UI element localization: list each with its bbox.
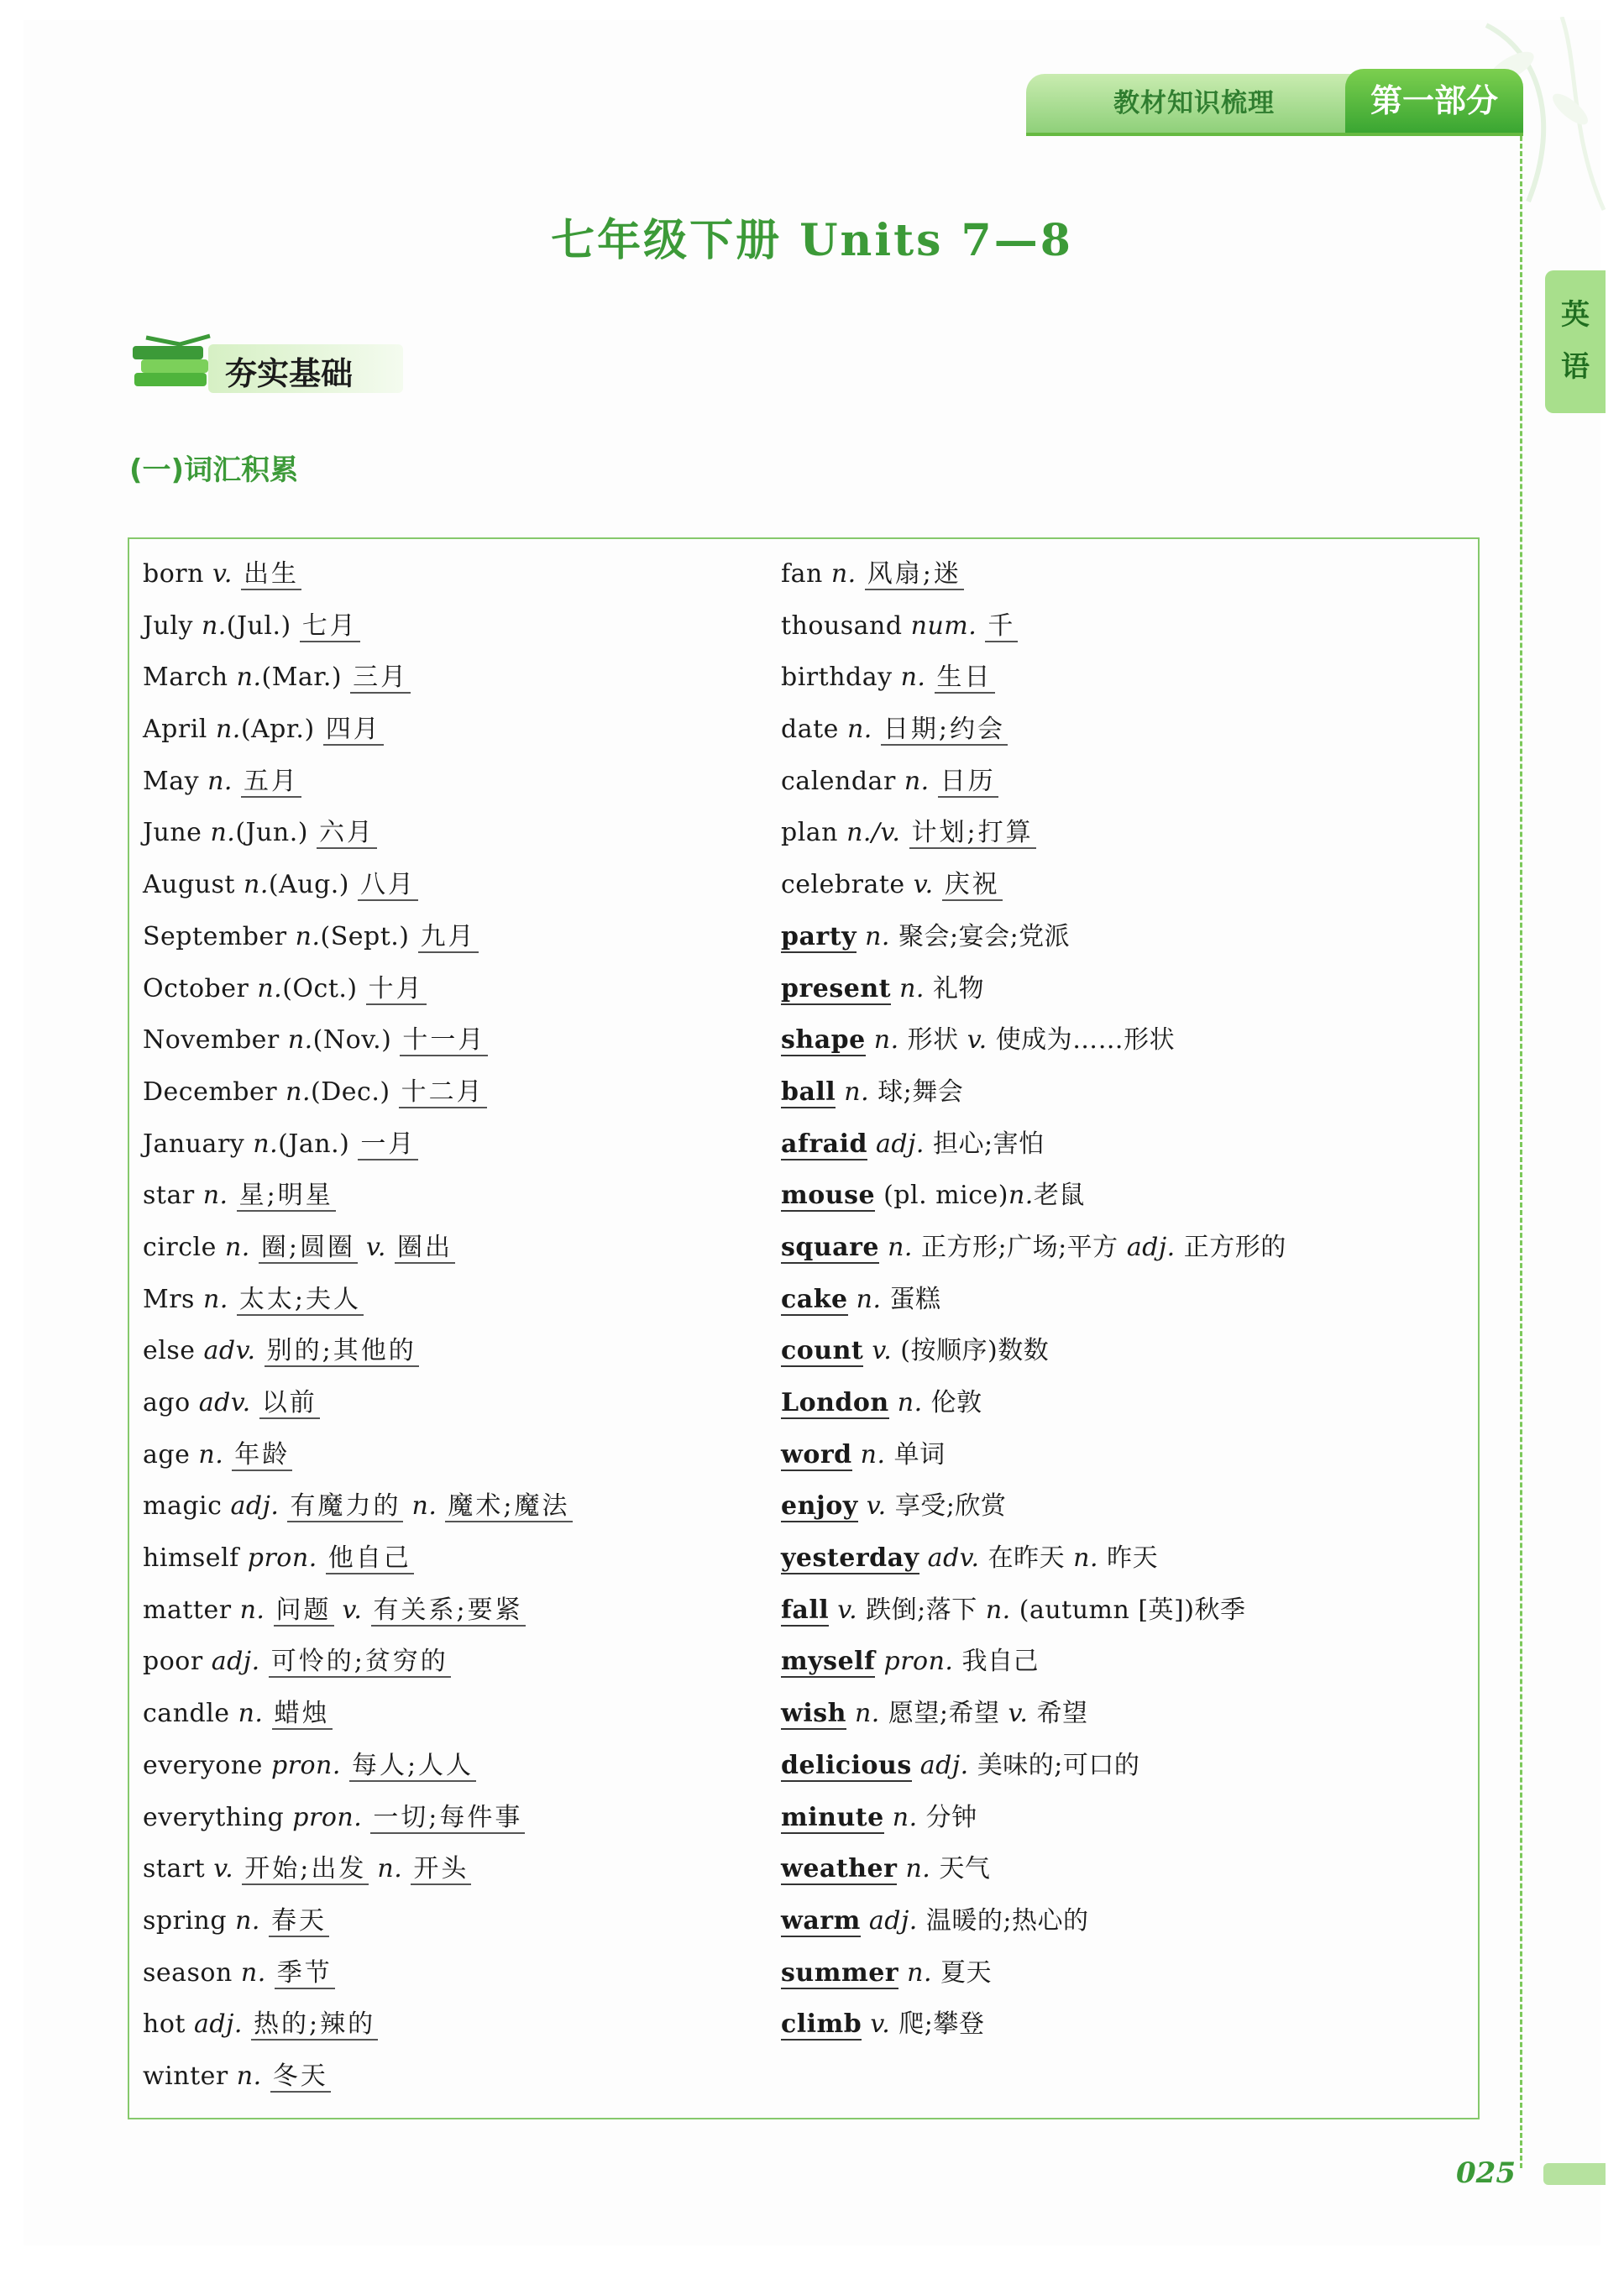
vocab-pos: n. (865, 921, 890, 951)
vocab-pos: n. (907, 1957, 932, 1988)
vocab-pos: n. (215, 715, 241, 745)
vocab-definition: 老鼠 (1033, 1181, 1085, 1211)
vocab-extra: (Oct.) (282, 973, 358, 1003)
vocab-word: October (143, 973, 249, 1003)
vocab-definition: 爬;攀登 (898, 2009, 985, 2040)
vocab-pos: n. (904, 766, 930, 796)
vocab-definition: 十一月 (400, 1025, 488, 1056)
vocab-definition: 庆祝 (942, 870, 1003, 901)
vocab-definition: 开始;出发 (242, 1854, 369, 1885)
vocab-pos: n. (198, 1439, 224, 1470)
vocab-entry (143, 1071, 764, 1123)
vocab-entry (781, 915, 1478, 967)
vocab-pos: n. (235, 1905, 260, 1936)
vocab-pos: n. (295, 921, 321, 951)
vocab-word: delicious (781, 1750, 912, 1780)
vocab-word: else (143, 1336, 196, 1366)
vocab-entry (781, 1174, 1478, 1226)
vocab-word: climb (781, 2009, 862, 2040)
vocab-pos: adj. (919, 1750, 969, 1780)
vocab-definition: 十二月 (399, 1077, 487, 1108)
vocab-definition-2: (autumn [英])秋季 (1019, 1595, 1246, 1625)
vocab-word: weather (781, 1854, 898, 1884)
subject-side-tab (1545, 270, 1606, 413)
vocab-word: matter (143, 1595, 232, 1625)
vocab-word: poor (143, 1647, 203, 1677)
vocab-pos: n. (202, 1181, 228, 1211)
vocab-word: season (143, 1957, 233, 1988)
vocab-entry (781, 1381, 1478, 1433)
vocab-word: magic (143, 1491, 223, 1522)
vocab-entry (143, 1744, 764, 1796)
vocab-word: party (781, 921, 857, 951)
vocab-entry (781, 1744, 1478, 1796)
vocab-definition: 担心;害怕 (933, 1129, 1045, 1159)
vocab-definition: 正方形;广场;平方 (920, 1232, 1118, 1262)
vocab-pos: v. (913, 870, 934, 900)
vocab-pos: num. (910, 610, 977, 641)
vocab-word: winter (143, 2061, 228, 2091)
vocab-word: afraid (781, 1129, 867, 1159)
vocab-pos: n. (238, 1699, 264, 1729)
vocab-entry (781, 2003, 1478, 2055)
vocab-definition: 三月 (350, 663, 411, 694)
vocab-pos: adv. (927, 1543, 980, 1574)
vocab-entry (143, 1692, 764, 1744)
vocab-definition: 日历 (938, 767, 998, 798)
vocab-pos: v. (870, 2009, 891, 2040)
vocab-entry (143, 863, 764, 915)
vocab-word: date (781, 715, 839, 745)
vocab-word: cake (781, 1284, 848, 1314)
vocab-entry (143, 915, 764, 967)
page-title: 七年级下册 Units 7—8 (551, 215, 1073, 266)
vocab-word: present (781, 973, 892, 1003)
vocab-word: ago (143, 1388, 191, 1417)
vocab-definition: 别的;其他的 (265, 1336, 419, 1367)
vocab-definition: 蜡烛 (272, 1699, 333, 1730)
vocab-definition: 温暖的;热心的 (925, 1905, 1089, 1936)
vocab-pos: pron. (247, 1543, 317, 1574)
vocab-extra: (Nov.) (312, 1025, 392, 1056)
header-section-tab: 教材知识梳理 (1026, 74, 1362, 133)
vocab-word: enjoy (781, 1491, 858, 1522)
vocab-entry (143, 1537, 764, 1589)
vocab-entry (781, 1847, 1478, 1899)
vocab-word: shape (781, 1025, 866, 1056)
vocab-pos-2: v. (366, 1232, 386, 1262)
vocab-definition: 享受;欣赏 (894, 1491, 1007, 1522)
vocab-entry (143, 708, 764, 760)
vocab-definition: 夏天 (940, 1957, 993, 1988)
vocab-word: born (143, 559, 204, 589)
vocab-pos: n. (854, 1699, 880, 1729)
vocab-word: age (143, 1439, 191, 1470)
vocab-word: May (143, 766, 200, 796)
vocab-pos-2: n. (377, 1854, 403, 1884)
vocab-pos: n. (860, 1439, 886, 1470)
vocab-word: celebrate (781, 870, 905, 900)
vocab-definition: 热的;辣的 (251, 2009, 378, 2041)
vocab-word: July (143, 610, 193, 641)
vocab-definition: 出生 (241, 559, 301, 590)
vocab-pos: n. (224, 1232, 250, 1262)
vocab-extra: (Jul.) (226, 610, 291, 641)
page-number: 025 (1456, 2156, 1516, 2190)
vocab-word: plan (781, 818, 839, 848)
vocab-pos: n. (253, 1129, 279, 1159)
vocab-definition-2: 昨天 (1107, 1543, 1159, 1574)
header-divider (1026, 133, 1523, 136)
vocab-word: birthday (781, 663, 893, 693)
vocab-extra: (Sept.) (320, 921, 410, 951)
vocab-word: thousand (781, 610, 903, 641)
vocab-definition: 问题 (274, 1595, 334, 1627)
subsection-heading: (一)词汇积累 (129, 453, 299, 487)
page-number-bar (1543, 2163, 1606, 2185)
vocab-entry (143, 967, 764, 1019)
vocab-pos-2: v. (342, 1595, 363, 1625)
vocab-definition: 六月 (317, 818, 377, 849)
vocab-definition: 冬天 (270, 2062, 331, 2093)
vocab-word: August (143, 870, 235, 900)
vocab-entry (781, 1899, 1478, 1952)
vocab-entry (781, 1433, 1478, 1485)
vocab-pos: n. (201, 610, 227, 641)
vocab-pos: n. (203, 1284, 228, 1314)
vocab-extra: (Jun.) (235, 818, 308, 848)
vocab-pos: adj. (230, 1491, 280, 1522)
vocab-pos: adv. (203, 1336, 256, 1366)
vocab-entry (143, 1899, 764, 1952)
vocab-entry (143, 1381, 764, 1433)
vocab-definition: 太太;夫人 (237, 1285, 364, 1316)
vocab-entry (781, 1485, 1478, 1537)
vocab-entry (143, 1952, 764, 2004)
vocab-definition-2: 有关系;要紧 (371, 1595, 526, 1627)
vocab-pos: n. (830, 559, 857, 589)
vocab-word: Mrs (143, 1284, 195, 1314)
vocab-word: wish (781, 1699, 846, 1729)
vocab-pos: n. (236, 2061, 262, 2091)
vocab-entry (781, 760, 1478, 812)
vocab-pos: n. (899, 973, 925, 1003)
vocab-pos: n. (244, 870, 269, 900)
vocab-entry (143, 553, 764, 605)
vocab-entry (143, 1226, 764, 1278)
vocab-extra: (Mar.) (261, 663, 343, 693)
vocab-extra: (Aug.) (268, 870, 350, 900)
vocab-entry (143, 1123, 764, 1175)
vocab-word: fall (781, 1595, 830, 1625)
vocab-word: ball (781, 1077, 836, 1107)
vocab-definition: 千 (985, 611, 1018, 642)
vocab-entry (781, 1640, 1478, 1692)
vocab-definition: 每人;人人 (349, 1751, 476, 1782)
vocab-entry (781, 1278, 1478, 1330)
vocab-definition: 蛋糕 (889, 1284, 941, 1314)
vocab-entry (781, 1952, 1478, 2004)
vocab-word: December (143, 1077, 278, 1107)
vocab-definition-2: 魔术;魔法 (445, 1491, 572, 1522)
vocab-pos: n. (240, 1957, 266, 1988)
vocab-word: myself (781, 1647, 876, 1677)
vocab-word: warm (781, 1905, 861, 1936)
vocab-entry (781, 1537, 1478, 1589)
vocab-word: June (143, 818, 202, 848)
vocab-pos: n. (873, 1025, 899, 1056)
vocab-entry (781, 863, 1478, 915)
vocab-pos: n. (207, 766, 233, 796)
vocab-definition: 以前 (259, 1388, 320, 1419)
vocab-entry (781, 967, 1478, 1019)
vocab-definition: 春天 (269, 1906, 329, 1937)
vocab-definition: 单词 (893, 1439, 946, 1470)
vocab-entry (143, 1433, 764, 1485)
vocab-definition: 计划;打算 (909, 818, 1036, 849)
vocab-definition: 在昨天 (987, 1543, 1066, 1574)
vocab-word: count (781, 1336, 864, 1366)
vocab-definition: 季节 (275, 1958, 335, 1989)
vocab-column-left (143, 553, 764, 2107)
vocab-word: hot (143, 2009, 186, 2040)
vocab-pos: n. (900, 663, 926, 693)
vocab-pos-2: v. (967, 1025, 987, 1056)
vocab-pos: n. (257, 973, 283, 1003)
vocab-pos: n. (856, 1284, 882, 1314)
vocab-definition: 他自己 (326, 1543, 414, 1574)
header-part-tab: 第一部分 (1345, 69, 1523, 133)
vocab-entry (781, 656, 1478, 708)
vocab-definition: 聚会;宴会;党派 (898, 921, 1071, 951)
vocab-definition: 圈;圆圈 (259, 1233, 358, 1264)
vocab-entry (781, 605, 1478, 657)
vocab-word: calendar (781, 766, 896, 796)
vocab-pos: n. (287, 1025, 313, 1056)
vocab-pos: adj. (194, 2009, 243, 2040)
vocab-definition: 愿望;希望 (888, 1699, 1000, 1729)
section-label: 夯实基础 (225, 355, 354, 392)
vocab-word: circle (143, 1232, 217, 1262)
vocab-entry (143, 1796, 764, 1848)
vocab-entry (781, 553, 1478, 605)
vocab-pos: adj. (876, 1129, 925, 1159)
vocab-word: March (143, 663, 228, 693)
vocab-extra: (Jan.) (278, 1129, 350, 1159)
vocab-word: yesterday (781, 1543, 919, 1574)
vocab-definition: 年龄 (232, 1440, 292, 1471)
vocab-pos: v. (213, 1854, 234, 1884)
vocab-pos: n. (888, 1232, 913, 1262)
vocab-word: everything (143, 1802, 285, 1832)
vocab-pos-2: n. (411, 1491, 437, 1522)
vocab-entry (143, 1640, 764, 1692)
vocab-pos: v. (212, 559, 233, 589)
vocab-pos: n. (236, 663, 262, 693)
vocab-definition: 礼物 (932, 973, 984, 1003)
vocab-entry (781, 1692, 1478, 1744)
vocab-definition: 十月 (366, 974, 427, 1005)
vocab-definition: 一切;每件事 (370, 1803, 525, 1834)
vocab-word: word (781, 1439, 852, 1470)
vocab-definition: 伦敦 (930, 1388, 982, 1417)
vocab-entry (143, 760, 764, 812)
vocab-entry (143, 1278, 764, 1330)
vocab-entry (781, 1123, 1478, 1175)
vocab-pos: pron. (292, 1802, 363, 1832)
vocab-word: mouse (781, 1181, 876, 1211)
vocab-entry (143, 1485, 764, 1537)
vocab-pos: pron. (270, 1750, 341, 1780)
vocab-extra: (Apr.) (240, 715, 315, 745)
vocab-pos-2: n. (1073, 1543, 1099, 1574)
vocab-word: January (143, 1129, 245, 1159)
vocab-pos: n./v. (846, 818, 901, 848)
vocab-pos: v. (866, 1491, 887, 1522)
vocab-definition-2: 开头 (411, 1854, 471, 1885)
vocab-definition: (按顺序)数数 (900, 1336, 1050, 1366)
vocab-entry (143, 1174, 764, 1226)
vocab-definition-2: 圈出 (395, 1233, 455, 1264)
vocab-definition: 五月 (241, 767, 301, 798)
vocab-definition: 七月 (300, 611, 360, 642)
vocab-word: fan (781, 559, 823, 589)
vocab-definition: 跌倒;落下 (866, 1595, 977, 1625)
vocab-entry (781, 1796, 1478, 1848)
vocab-pos-2: v. (1008, 1699, 1029, 1729)
vocab-entry (143, 1329, 764, 1381)
vocab-column-right (781, 553, 1478, 2055)
vocab-entry (143, 2003, 764, 2055)
vocab-definition: 八月 (358, 870, 418, 901)
vocab-word: spring (143, 1905, 228, 1936)
vocab-definition-2: 正方形的 (1183, 1232, 1286, 1262)
vocab-definition-2: 希望 (1036, 1699, 1088, 1729)
vocab-pos-2: n. (985, 1595, 1011, 1625)
vocab-entry (781, 1071, 1478, 1123)
vocab-word: square (781, 1232, 880, 1262)
vocab-pos: v. (837, 1595, 858, 1625)
vocab-pos: n. (844, 1077, 870, 1107)
vocab-word: London (781, 1388, 889, 1417)
vocab-extra: (pl. mice) (883, 1181, 1008, 1211)
vocab-pos: n. (210, 818, 236, 848)
margin-dashed-line (1520, 136, 1522, 2168)
vocab-pos: adj. (868, 1905, 918, 1936)
vocab-entry (143, 1847, 764, 1899)
vocab-definition: 可怜的;贫穷的 (269, 1647, 451, 1678)
vocab-word: November (143, 1025, 280, 1056)
vocab-word: April (143, 715, 207, 745)
side-tab-char-2: 语 (1561, 350, 1590, 384)
vocab-entry (781, 708, 1478, 760)
vocab-pos: v. (872, 1336, 893, 1366)
vocab-definition: 风扇;迷 (865, 559, 964, 590)
vocab-pos: n. (286, 1077, 312, 1107)
vocab-word: minute (781, 1802, 884, 1832)
vocab-entry (143, 656, 764, 708)
vocab-definition: 四月 (323, 715, 384, 746)
vocab-word: candle (143, 1699, 230, 1729)
vocab-word: summer (781, 1957, 899, 1988)
vocab-entry (143, 605, 764, 657)
vocab-entry (781, 1589, 1478, 1641)
vocab-entry (143, 811, 764, 863)
vocab-definition: 一月 (358, 1129, 418, 1160)
vocab-entry (143, 2055, 764, 2107)
vocab-definition: 有魔力的 (287, 1491, 403, 1522)
vocab-pos: n. (905, 1854, 931, 1884)
vocab-pos: n. (897, 1388, 923, 1417)
vocab-extra: (Dec.) (311, 1077, 390, 1107)
vocab-pos: n. (846, 715, 872, 745)
vocab-definition: 星;明星 (237, 1181, 336, 1212)
vocab-word: star (143, 1181, 195, 1211)
vocab-entry (781, 811, 1478, 863)
vocab-definition: 九月 (418, 922, 479, 953)
vocab-definition: 我自己 (961, 1647, 1040, 1677)
side-tab-char-1: 英 (1561, 298, 1590, 332)
vocab-definition: 美味的;可口的 (977, 1750, 1140, 1780)
vocab-word: September (143, 921, 287, 951)
vocab-word: start (143, 1854, 206, 1884)
vocab-definition: 日期;约会 (881, 715, 1008, 746)
vocab-pos-2: adj. (1126, 1232, 1176, 1262)
vocab-entry (143, 1589, 764, 1641)
vocab-definition: 天气 (939, 1854, 991, 1884)
vocab-pos: n. (892, 1802, 918, 1832)
vocab-pos: n. (239, 1595, 265, 1625)
vocab-definition: 生日 (935, 663, 995, 694)
vocab-pos: pron. (883, 1647, 954, 1677)
vocab-entry (781, 1019, 1478, 1071)
vocab-entry (781, 1329, 1478, 1381)
vocab-pos: adv. (198, 1388, 251, 1417)
vocab-pos: n. (1008, 1181, 1034, 1211)
vocab-entry (143, 1019, 764, 1071)
vocab-definition: 形状 (907, 1025, 959, 1056)
vocab-entry (781, 1226, 1478, 1278)
vocab-definition: 球;舞会 (877, 1077, 964, 1107)
vocab-definition: 分钟 (925, 1802, 977, 1832)
vocab-word: everyone (143, 1750, 263, 1780)
vocab-pos: adj. (211, 1647, 260, 1677)
vocab-definition-2: 使成为……形状 (995, 1025, 1176, 1056)
vocab-word: himself (143, 1543, 239, 1574)
